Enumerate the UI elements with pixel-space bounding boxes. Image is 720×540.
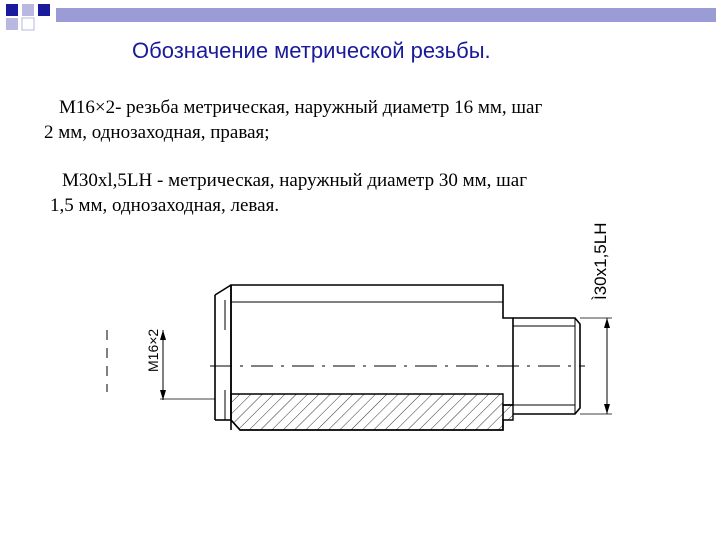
paragraph-m30-line2: 1,5 мм, однозаходная, левая. <box>50 195 280 216</box>
paragraph-m16-line1: М16×2- резьба метрическая, наружный диаметр 16 мм, шаг <box>59 97 543 118</box>
slide-title: Обозначение метрической резьбы. <box>132 38 491 63</box>
hatched-section <box>231 394 513 430</box>
paragraph-m16-line2: 2 мм, однозаходная, правая; <box>44 122 270 143</box>
dim-large-label: Ì30х1,5LH <box>591 222 610 300</box>
paragraph-m30-line1: М30хl,5LH - метрическая, наружный диаметр 30 мм, шаг <box>62 170 527 191</box>
dim-small-label: М16×2 <box>145 328 161 372</box>
